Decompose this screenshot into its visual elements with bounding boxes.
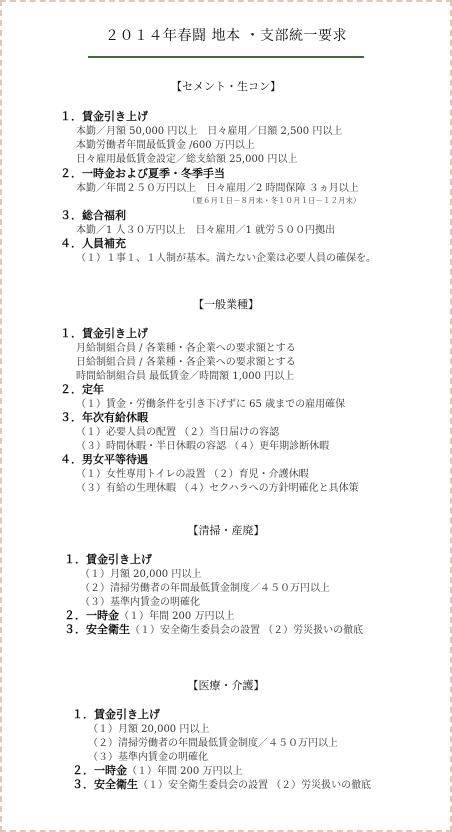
- item-detail: （１）安全衛生委員会の設置 （２）労災扱いの徹底: [138, 780, 372, 791]
- item-label: ３．総合福利: [60, 209, 126, 222]
- item-label: ２．一時金: [72, 764, 127, 777]
- section-heading-cleaning: 【清掃・産廃】: [187, 524, 265, 537]
- item-line: 本勤／年間２５０万円以上 日々雇用／2 時間保障 ３ヵ月以上: [76, 183, 359, 194]
- section-heading-medical: 【医療・介護】: [187, 679, 265, 692]
- item-line: （３）基準内賃金の明確化: [80, 597, 200, 608]
- item-label: ３．安全衛生: [64, 623, 130, 636]
- item-row: [72, 776, 371, 792]
- item-line: （１）月額 20,000 円以上: [88, 724, 210, 735]
- item-line: （１）女性専用トイレの設置 （２）育児・介護休暇: [76, 469, 309, 480]
- item-line: 日々雇用最低賃金設定／総支給額 25,000 円以上: [76, 154, 298, 165]
- item-detail: （１）年間 200 万円以上: [119, 611, 235, 622]
- item-line: 本勤労働者年間最低賃金 /600 万円以上: [76, 140, 255, 151]
- item-line: 本勤／1 人３０万円以上 日々雇用／1 就労５００円拠出: [76, 225, 336, 236]
- title-divider: [88, 56, 364, 58]
- item-detail: （１）年間 200 万円以上: [127, 766, 243, 777]
- item-line: （１）月額 20,000 円以上: [80, 569, 202, 580]
- item-line: 月給制組合員 / 各業種・各企業への要求額とする: [76, 343, 296, 354]
- item-label: ４．男女平等待遇: [60, 453, 148, 466]
- item-detail: （１）安全衛生委員会の設置 （２）労災扱いの徹底: [130, 625, 364, 636]
- item-note: （夏６月１日－８月末・冬１０月１日－１２月末）: [188, 196, 361, 205]
- item-label: １．賃金引き上げ: [72, 708, 160, 721]
- item-label: ２．一時金および夏季・冬季手当: [60, 167, 225, 180]
- item-line: （２）清掃労働者の年間最低賃金制度／４５０万円以上: [88, 738, 338, 749]
- item-line: （３）基準内賃金の明確化: [88, 752, 208, 763]
- item-line: （３）有給の生理休暇 （４）セクハラへの方針明確化と具体策: [76, 483, 359, 494]
- item-label: ２．一時金: [64, 609, 119, 622]
- item-line: （３）時間休暇・半日休暇の容認 （４）更年期診断休暇: [76, 441, 330, 452]
- item-label: ３．安全衛生: [72, 778, 138, 791]
- item-line: （２）清掃労働者の年間最低賃金制度／４５０万円以上: [80, 583, 330, 594]
- item-label: １．賃金引き上げ: [60, 110, 148, 123]
- item-line: 時間給制組合員 最低賃金／時間額 1,000 円以上: [76, 371, 295, 382]
- item-line: （１）１事１、１人制が基本。満たない企業は必要人員の確保を。: [76, 253, 376, 264]
- item-label: ２．定年: [60, 383, 104, 396]
- item-line: 日給制組合員 / 各業種・各企業への要求額とする: [76, 357, 296, 368]
- item-label: ４．人員補充: [60, 237, 126, 250]
- section-heading-general: 【一般業種】: [193, 298, 259, 311]
- section-heading-cement: 【セメント・生コン】: [171, 80, 281, 93]
- item-line: （１）必要人員の配置 （２）当日届けの容認: [76, 427, 280, 438]
- item-label: １．賃金引き上げ: [60, 327, 148, 340]
- item-line: （１）賃金・労働条件を引き下げずに 65 歳までの雇用確保: [76, 399, 346, 410]
- item-label: １．賃金引き上げ: [64, 553, 152, 566]
- item-label: ３．年次有給休暇: [60, 411, 148, 424]
- item-row: [64, 621, 363, 637]
- item-line: 本勤／月額 50,000 円以上 日々雇用／日額 2,500 円以上: [76, 126, 343, 137]
- page-title: ２０１４年春闘 地本 ・支部統一要求: [105, 28, 347, 44]
